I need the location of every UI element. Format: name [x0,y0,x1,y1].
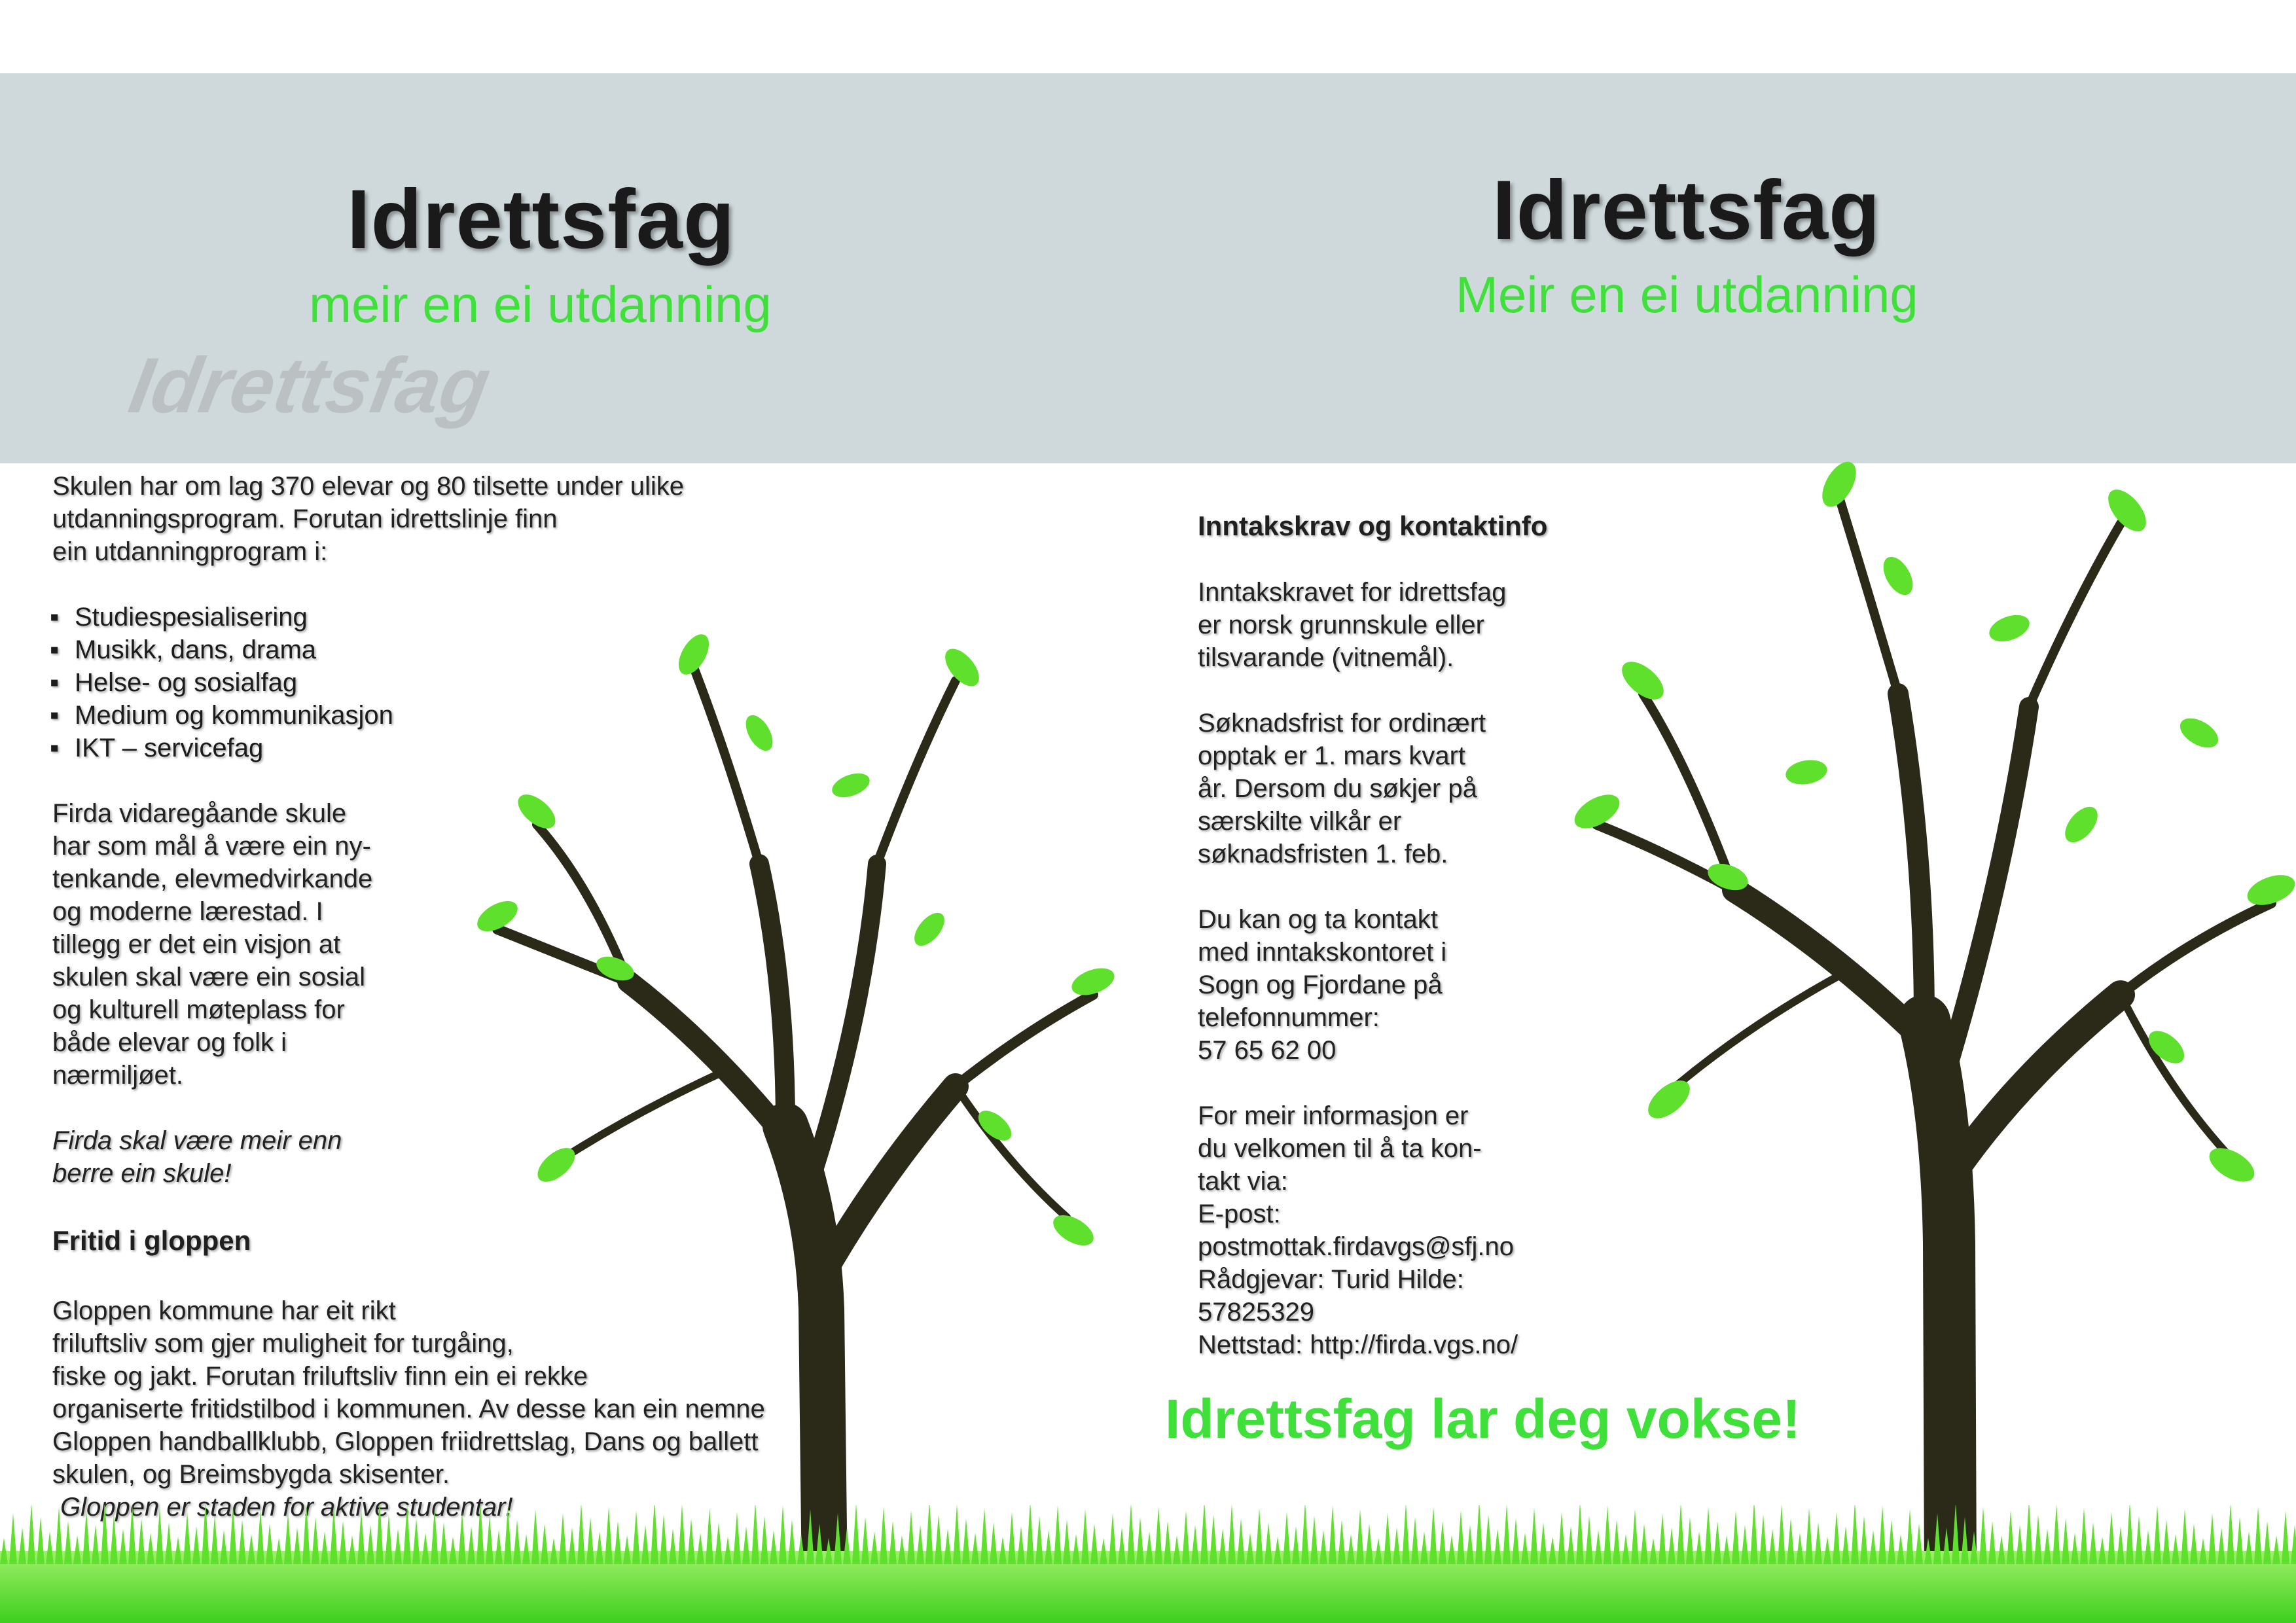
vision-text: Firda vidaregåande skule har som mål å være ein ny- tenkande, elevmedvirkande og moderne lærestad. I tillegg er det ein visjon at skulen skal være ein sosial og kulturell møteplass for både elevar og folk i nærmiljøet. [52,799,373,1090]
program-item: ▪ Medium og kommunikasjon [46,699,393,732]
more-info-text: For meir informasjon er du velkomen til å ta kon- takt via: E-post: postmottak.firdavgs@sfj.no Rådgjevar: Turid Hilde: 57825329 Nettstad: http://firda.vgs.no/ [1198,1101,1518,1359]
right-title: Idrettsfag [1492,164,1881,257]
office-text: Du kan og ta kontakt med inntakskontoret i Sogn og Fjordane på telefonnummer: 57 65 62 00 [1198,905,1447,1065]
left-title: Idrettsfag [347,173,736,266]
program-item: ▪ Studiespesialisering [46,601,393,633]
tree-illustration [1558,458,2296,1584]
leisure-heading: Fritid i gloppen [52,1225,251,1256]
intro-text: Skulen har om lag 370 elevar og 80 tilsette under ulike utdanningsprogram. Forutan idrettslinje finn ein utdanningprogram i: [52,472,685,566]
leisure-closing: Gloppen er staden for aktive studentar! [60,1493,513,1522]
right-subtitle: Meir en ei utdanning [1456,266,1918,323]
motto-text: Firda skal være meir enn berre ein skule! [52,1126,342,1188]
contact-heading: Inntakskrav og kontaktinfo [1198,510,1548,541]
tree-illustration [419,589,1139,1584]
program-item: ▪ Musikk, dans, drama [46,633,393,666]
deadline-text: Søknadsfrist for ordinært opptak er 1. mars kvart år. Dersom du søkjer på særskilte vilkår er søknadsfristen 1. feb. [1198,709,1486,868]
program-item: ▪ IKT – servicefag [46,732,393,764]
slogan: Idrettsfag lar deg vokse! [1165,1388,1801,1450]
grass-illustration [0,1505,2296,1623]
program-list [46,601,393,764]
leisure-text: Gloppen kommune har eit rikt friluftsliv som gjer muligheit for turgåing, fiske og jakt. Forutan friluftsliv finn ein ei rekke organiserte fritidstilbod i kommunen. Av desse kan ein nemne Gloppen handballklubb, Gloppen friidrettslag, Dans og ballett skulen, og Breimsbygda skisenter. [52,1296,765,1489]
ghost-title: Idrettsfag [123,342,497,429]
left-subtitle: meir en ei utdanning [309,276,772,333]
requirement-text: Inntakskravet for idrettsfag er norsk grunnskule eller tilsvarande (vitnemål). [1198,578,1507,672]
program-item: ▪ Helse- og sosialfag [46,666,393,699]
